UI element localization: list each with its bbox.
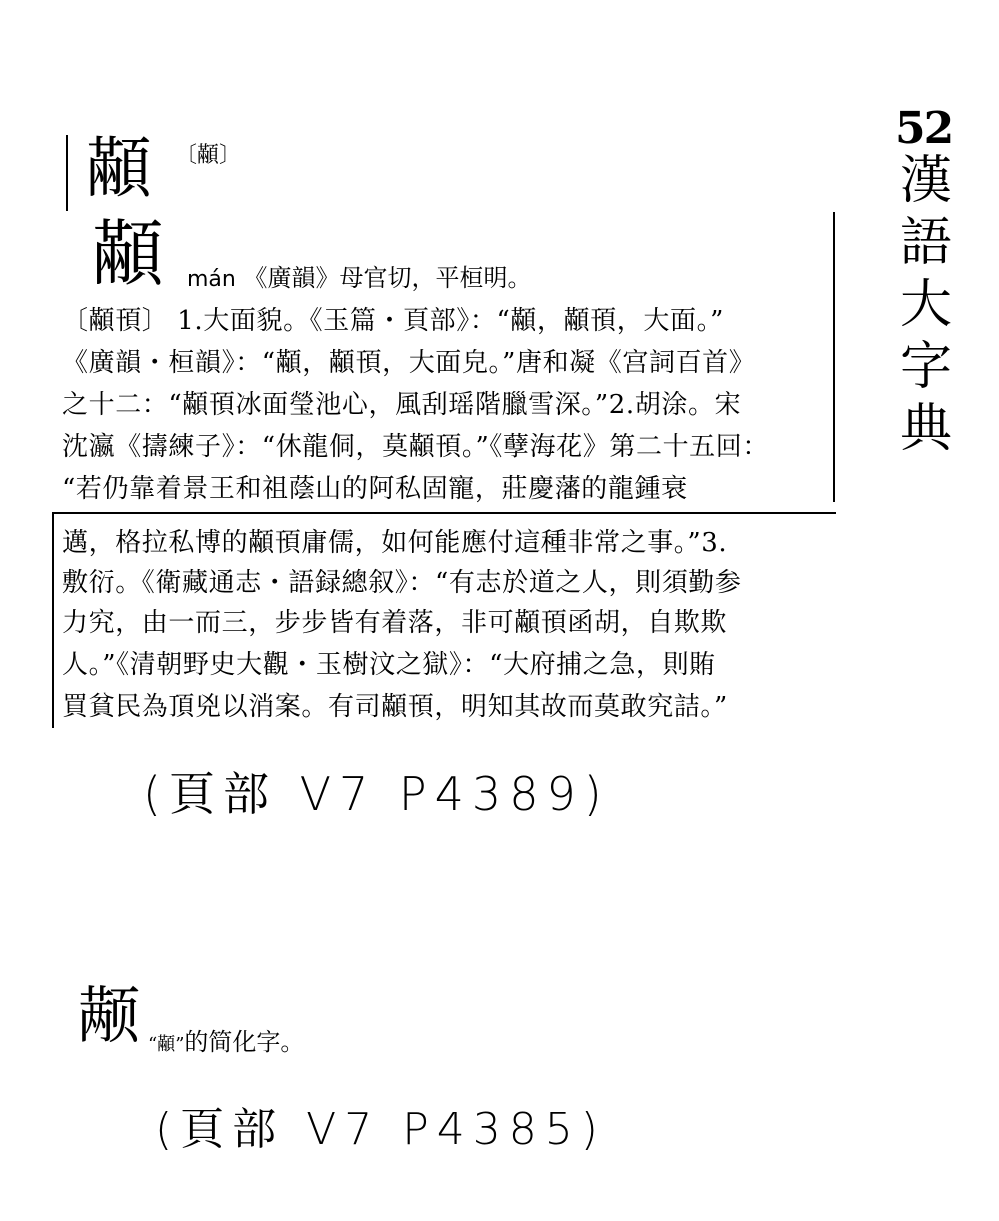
definition-line: 沈瀛《擣練子》：“休龍侗，莫顢頇。”《孽海花》第二十五回： [62, 432, 769, 462]
definition-line: 〔顢頇〕 1.大面貌。《玉篇・頁部》：“顢，顢頇，大面。” [62, 306, 725, 336]
definition-line: 之十二：“顢頇冰面瑩池心，風刮瑶階臘雪深。”2.胡涂。宋 [62, 390, 742, 420]
main-head-char: 顢 [92, 212, 165, 296]
volume-number: 52 [895, 103, 953, 154]
variant-bracket: 〔顢〕 [175, 143, 242, 168]
pronunciation-line [187, 258, 532, 293]
left-border-bottom [52, 512, 54, 728]
simplified-definition [148, 1022, 304, 1057]
left-border-top [66, 135, 68, 211]
simplified-head-char: 颟 [78, 979, 141, 1052]
pinyin: mán [187, 267, 236, 292]
variant-head-char: 顢 [86, 130, 152, 207]
definition-line: 敷衍。《衛藏通志・語録總叙》：“有志於道之人，則須勤参 [62, 568, 742, 598]
definition-line: 《廣韻・桓韻》：“顢，顢頇，大面皃。”唐和凝《宫詞百首》 [62, 348, 756, 378]
section-divider [52, 512, 836, 514]
simplified-quote: “顢” [148, 1034, 185, 1055]
right-border [833, 212, 835, 502]
handwritten-citation-simplified: (頁部 V7 P4385) [155, 1104, 606, 1155]
definition-line: 邁，格拉私博的顢頇庸儒，如何能應付這種非常之事。”3. [62, 528, 728, 558]
fanqie: 《廣韻》母官切，平桓明。 [243, 264, 532, 292]
simplified-rest: 的简化字。 [184, 1028, 305, 1056]
handwritten-citation: (頁部 V7 P4389) [143, 767, 610, 821]
definition-line: 力究，由一而三，步步皆有着落，非可顢頇函胡，自欺欺 [62, 608, 728, 638]
definition-line: 買貧民為頂兇以消案。有司顢頇，明知其故而莫敢究詰。” [62, 692, 728, 722]
dictionary-title: 漢語大字典 [899, 151, 952, 459]
definition-line: 人。”《清朝野史大觀・玉樹汶之獄》：“大府捕之急，則賄 [62, 650, 716, 680]
definition-line: “若仍靠着景王和祖蔭山的阿私固寵，莊慶藩的龍鍾衰 [62, 474, 688, 504]
